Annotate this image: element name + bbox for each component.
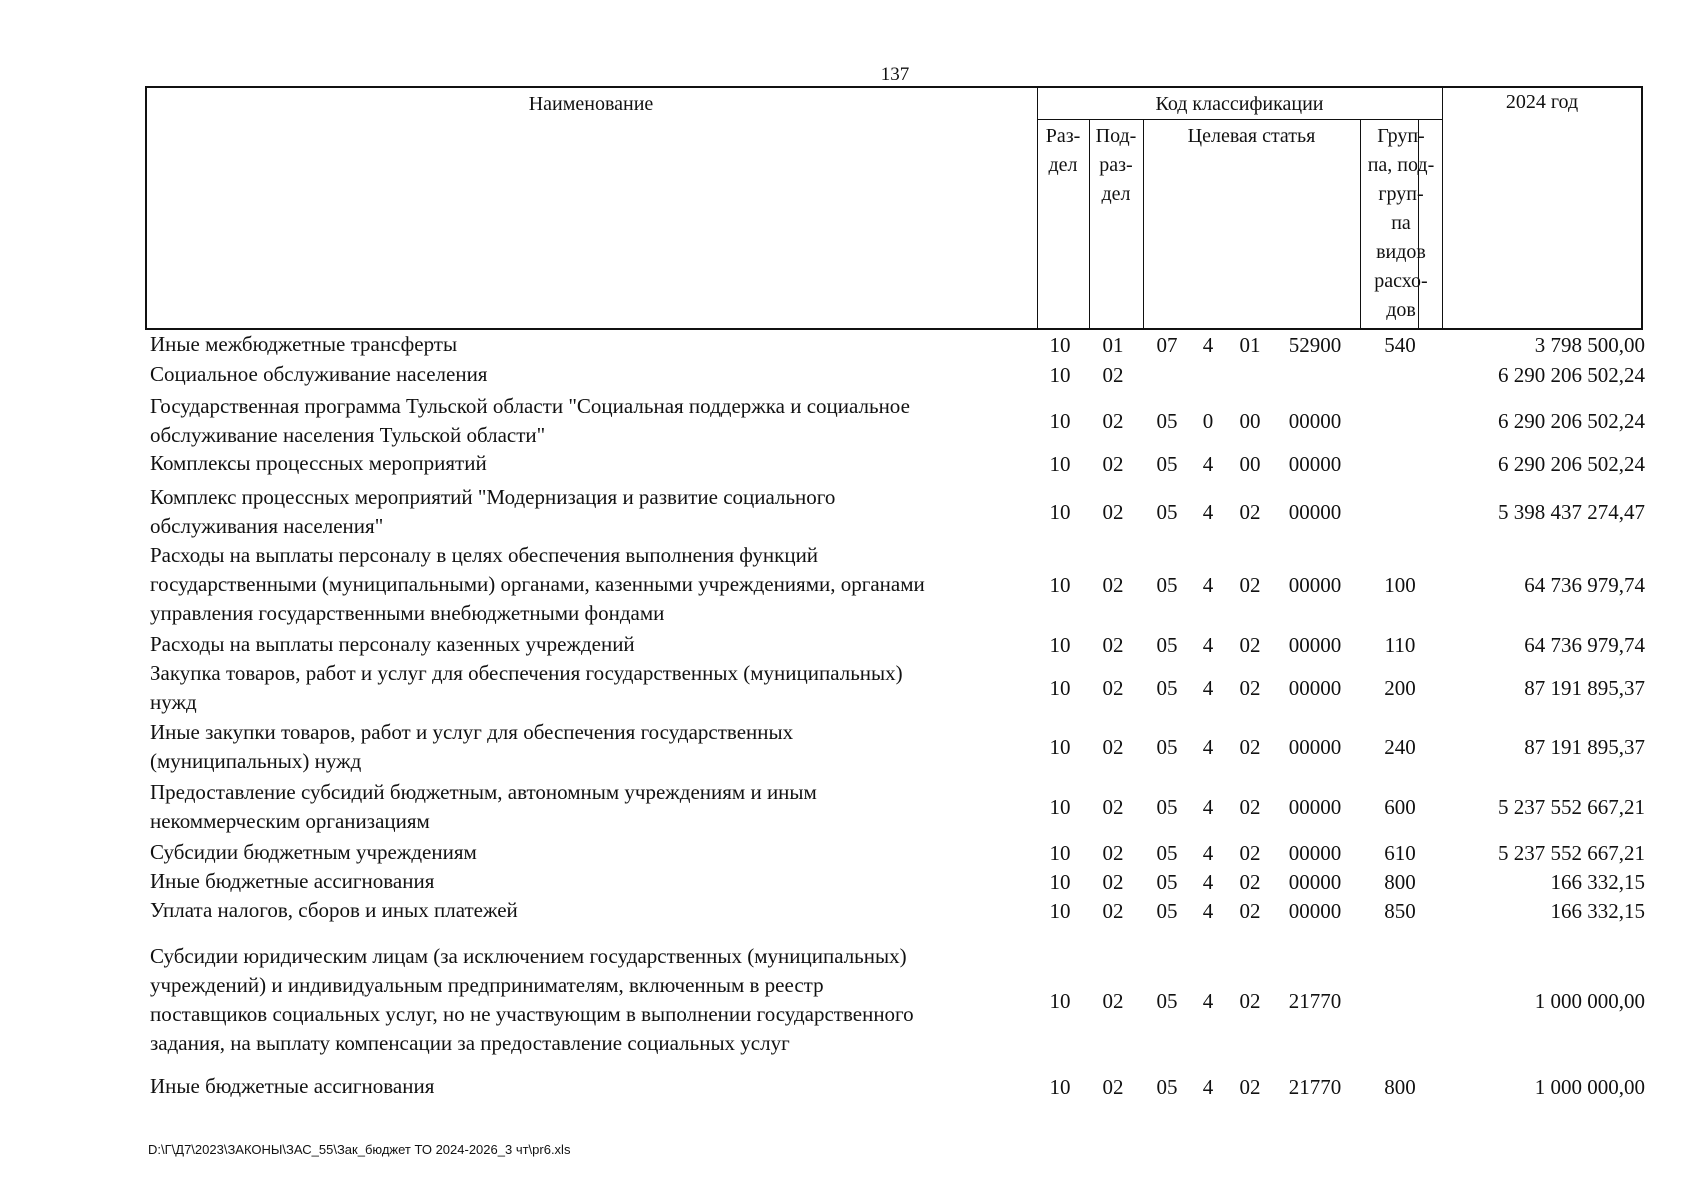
row-target-code: 4	[1202, 499, 1214, 524]
row-target-code: 05	[1156, 408, 1178, 433]
row-razdel: 10	[1049, 332, 1071, 357]
header-group-line: расхо-	[1374, 270, 1428, 292]
row-amount: 5 398 437 274,47	[1498, 499, 1645, 524]
row-target-code: 05	[1156, 572, 1178, 597]
row-name-line: обслуживание населения Тульской области"	[150, 423, 546, 447]
table-row	[0, 541, 1697, 629]
row-razdel: 10	[1049, 869, 1071, 894]
row-target-code: 07	[1156, 332, 1178, 357]
row-target-code: 00000	[1288, 794, 1342, 819]
header-razdel-line: Раз-	[1045, 125, 1081, 147]
header-name: Наименование	[528, 93, 654, 115]
row-target-code: 4	[1202, 572, 1214, 597]
row-name	[150, 718, 1030, 776]
row-target-code: 05	[1156, 734, 1178, 759]
row-target-code: 05	[1156, 675, 1178, 700]
row-razdel: 10	[1049, 898, 1071, 923]
row-target-code: 05	[1156, 632, 1178, 657]
row-podrazdel: 02	[1102, 898, 1124, 923]
row-target-code: 05	[1156, 499, 1178, 524]
row-name-line: нужд	[150, 690, 197, 714]
table-row	[0, 867, 1697, 897]
row-podrazdel: 01	[1102, 332, 1124, 357]
row-name-line: Расходы на выплаты персоналу в целях обеспечения выполнения функций	[150, 543, 819, 567]
row-target-code: 02	[1239, 675, 1261, 700]
row-name-line: Расходы на выплаты персоналу казенных учреждений	[150, 632, 635, 656]
row-razdel: 10	[1049, 408, 1071, 433]
table-row	[0, 718, 1697, 776]
row-target-code: 4	[1202, 840, 1214, 865]
row-name-line: обслуживания населения"	[150, 514, 384, 538]
row-razdel: 10	[1049, 675, 1071, 700]
header-razdel-line: дел	[1048, 154, 1078, 176]
row-target-code: 4	[1202, 869, 1214, 894]
table-row	[0, 360, 1697, 390]
row-razdel: 10	[1049, 1074, 1071, 1099]
row-name-line: Закупка товаров, работ и услуг для обеспечения государственных (муниципальных)	[150, 661, 903, 685]
row-target-code: 02	[1239, 499, 1261, 524]
row-podrazdel: 02	[1102, 734, 1124, 759]
row-name-line: некоммерческим организациям	[150, 809, 430, 833]
row-group: 240	[1384, 734, 1416, 759]
row-target-code: 4	[1202, 675, 1214, 700]
row-podrazdel: 02	[1102, 499, 1124, 524]
row-target-code: 02	[1239, 840, 1261, 865]
row-name	[150, 778, 1030, 836]
row-name	[150, 449, 1030, 478]
row-target-code: 02	[1239, 869, 1261, 894]
row-target-code: 01	[1239, 332, 1261, 357]
row-group: 200	[1384, 675, 1416, 700]
header-divider-year	[1442, 88, 1443, 330]
row-target-code: 05	[1156, 869, 1178, 894]
row-name-line: (муниципальных) нужд	[150, 749, 362, 773]
table-row	[0, 942, 1697, 1060]
row-amount: 87 191 895,37	[1524, 675, 1645, 700]
table-row	[0, 483, 1697, 541]
row-target-code: 00000	[1288, 675, 1342, 700]
row-name-line: управления государственными внебюджетными фондами	[150, 601, 665, 625]
row-podrazdel: 02	[1102, 451, 1124, 476]
page-number: 137	[880, 64, 910, 85]
row-name-line: Субсидии бюджетным учреждениям	[150, 840, 477, 864]
row-group: 110	[1384, 632, 1416, 657]
row-target-code: 02	[1239, 988, 1261, 1013]
row-podrazdel: 02	[1102, 988, 1124, 1013]
row-name	[150, 838, 1030, 867]
row-target-code: 02	[1239, 734, 1261, 759]
row-target-code: 00	[1239, 408, 1261, 433]
row-target-code: 4	[1202, 734, 1214, 759]
header-classification: Код классификации	[1155, 93, 1324, 115]
row-target-code: 02	[1239, 1074, 1261, 1099]
header-divider-podrazdel	[1143, 120, 1144, 330]
table-row	[0, 659, 1697, 717]
row-target-code: 02	[1239, 632, 1261, 657]
row-name	[150, 483, 1030, 541]
row-podrazdel: 02	[1102, 362, 1124, 387]
row-group: 100	[1384, 572, 1416, 597]
row-name-line: учреждений) и индивидуальным предпринимателям, включенным в реестр	[150, 973, 824, 997]
row-name	[150, 867, 1030, 896]
row-podrazdel: 02	[1102, 675, 1124, 700]
table-row	[0, 449, 1697, 479]
header-group-line: видов	[1376, 241, 1426, 263]
row-razdel: 10	[1049, 794, 1071, 819]
table-row	[0, 778, 1697, 836]
row-target-code: 21770	[1288, 1074, 1342, 1099]
row-amount: 87 191 895,37	[1524, 734, 1645, 759]
row-target-code: 00000	[1288, 840, 1342, 865]
row-name-line: Предоставление субсидий бюджетным, автономным учреждениям и иным	[150, 780, 817, 804]
header-group-line: Груп-	[1377, 125, 1425, 147]
row-amount: 6 290 206 502,24	[1498, 451, 1645, 476]
table-row	[0, 392, 1697, 450]
row-target-code: 02	[1239, 794, 1261, 819]
row-amount: 64 736 979,74	[1524, 632, 1645, 657]
header-podrazdel-line: Под-	[1095, 125, 1137, 147]
row-name-line: поставщиков социальных услуг, но не участвующим в выполнении государственного	[150, 1002, 914, 1026]
row-target-code: 00000	[1288, 734, 1342, 759]
row-name	[150, 360, 1030, 389]
row-razdel: 10	[1049, 988, 1071, 1013]
row-group: 540	[1384, 332, 1416, 357]
row-target-code: 00000	[1288, 869, 1342, 894]
row-podrazdel: 02	[1102, 840, 1124, 865]
row-razdel: 10	[1049, 362, 1071, 387]
row-podrazdel: 02	[1102, 632, 1124, 657]
row-target-code: 05	[1156, 898, 1178, 923]
row-target-code: 4	[1202, 332, 1214, 357]
row-target-code: 4	[1202, 898, 1214, 923]
row-podrazdel: 02	[1102, 408, 1124, 433]
row-group: 800	[1384, 869, 1416, 894]
row-target-code: 0	[1202, 408, 1214, 433]
row-name-line: Иные бюджетные ассигнования	[150, 869, 435, 893]
row-target-code: 00000	[1288, 898, 1342, 923]
row-amount: 1 000 000,00	[1534, 1074, 1645, 1099]
row-group: 600	[1384, 794, 1416, 819]
row-razdel: 10	[1049, 632, 1071, 657]
row-target-code: 4	[1202, 1074, 1214, 1099]
row-target-code: 05	[1156, 988, 1178, 1013]
row-target-code: 00000	[1288, 451, 1342, 476]
row-target-code: 05	[1156, 451, 1178, 476]
row-group: 800	[1384, 1074, 1416, 1099]
row-razdel: 10	[1049, 451, 1071, 476]
row-podrazdel: 02	[1102, 869, 1124, 894]
table-row	[0, 630, 1697, 660]
row-target-code: 00000	[1288, 499, 1342, 524]
row-razdel: 10	[1049, 840, 1071, 865]
row-amount: 5 237 552 667,21	[1498, 794, 1645, 819]
file-path: D:\Г\Д7\2023\ЗАКОНЫ\ЗАС_55\Зак_бюджет ТО 2024-2026_3 чт\pr6.xls	[148, 1142, 571, 1157]
row-amount: 1 000 000,00	[1534, 988, 1645, 1013]
row-target-code: 00000	[1288, 408, 1342, 433]
row-target-code: 05	[1156, 1074, 1178, 1099]
row-name-line: Комплекс процессных мероприятий "Модернизация и развитие социального	[150, 485, 836, 509]
header-group-line: па, под-	[1367, 154, 1435, 176]
row-target-code: 4	[1202, 794, 1214, 819]
row-name-line: Иные закупки товаров, работ и услуг для обеспечения государственных	[150, 720, 794, 744]
header-divider-horizontal	[1037, 119, 1442, 120]
row-name-line: Государственная программа Тульской области "Социальная поддержка и социальное	[150, 394, 910, 418]
header-razdel	[1037, 122, 1089, 180]
header-podrazdel-line: раз-	[1099, 154, 1133, 176]
header-podrazdel	[1089, 122, 1143, 209]
row-name-line: Уплата налогов, сборов и иных платежей	[150, 898, 518, 922]
row-amount: 3 798 500,00	[1534, 332, 1645, 357]
header-group	[1360, 122, 1442, 325]
row-target-code: 4	[1202, 451, 1214, 476]
row-amount: 166 332,15	[1550, 898, 1645, 923]
row-target-code: 00000	[1288, 632, 1342, 657]
row-target-code: 00000	[1288, 572, 1342, 597]
row-target-code: 00	[1239, 451, 1261, 476]
table-row	[0, 838, 1697, 868]
row-amount: 5 237 552 667,21	[1498, 840, 1645, 865]
table-row	[0, 896, 1697, 926]
row-target-code: 02	[1239, 572, 1261, 597]
row-target-code: 05	[1156, 840, 1178, 865]
row-name	[150, 630, 1030, 659]
row-amount: 64 736 979,74	[1524, 572, 1645, 597]
row-target-code: 21770	[1288, 988, 1342, 1013]
row-target-code: 05	[1156, 794, 1178, 819]
row-podrazdel: 02	[1102, 572, 1124, 597]
header-group-line: груп-	[1378, 183, 1424, 205]
row-razdel: 10	[1049, 734, 1071, 759]
row-name	[150, 330, 1030, 359]
header-group-line: дов	[1386, 299, 1416, 321]
row-name	[150, 896, 1030, 925]
row-amount: 6 290 206 502,24	[1498, 362, 1645, 387]
row-name	[150, 392, 1030, 450]
row-target-code: 52900	[1288, 332, 1342, 357]
header-podrazdel-line: дел	[1101, 183, 1131, 205]
row-target-code: 02	[1239, 898, 1261, 923]
row-razdel: 10	[1049, 499, 1071, 524]
row-name-line: Социальное обслуживание населения	[150, 362, 488, 386]
row-razdel: 10	[1049, 572, 1071, 597]
row-name-line: Иные бюджетные ассигнования	[150, 1074, 435, 1098]
header-target: Целевая статья	[1187, 125, 1316, 147]
row-amount: 166 332,15	[1550, 869, 1645, 894]
row-amount: 6 290 206 502,24	[1498, 408, 1645, 433]
row-target-code: 4	[1202, 632, 1214, 657]
row-name	[150, 942, 1030, 1058]
row-name-line: Субсидии юридическим лицам (за исключением государственных (муниципальных)	[150, 944, 907, 968]
row-name	[150, 541, 1030, 628]
row-name-line: Комплексы процессных мероприятий	[150, 451, 487, 475]
row-name-line: Иные межбюджетные трансферты	[150, 332, 458, 356]
row-podrazdel: 02	[1102, 1074, 1124, 1099]
row-name-line: государственными (муниципальными) органами, казенными учреждениями, органами	[150, 572, 925, 596]
row-podrazdel: 02	[1102, 794, 1124, 819]
row-group: 850	[1384, 898, 1416, 923]
row-name-line: задания, на выплату компенсации за предоставление социальных услуг	[150, 1031, 790, 1055]
row-name	[150, 1072, 1030, 1101]
row-group: 610	[1384, 840, 1416, 865]
header-group-line: па	[1391, 212, 1411, 234]
table-row	[0, 330, 1697, 360]
row-target-code: 4	[1202, 988, 1214, 1013]
header-year: 2024 год	[1505, 91, 1579, 113]
table-row	[0, 1072, 1697, 1102]
row-name	[150, 659, 1030, 717]
